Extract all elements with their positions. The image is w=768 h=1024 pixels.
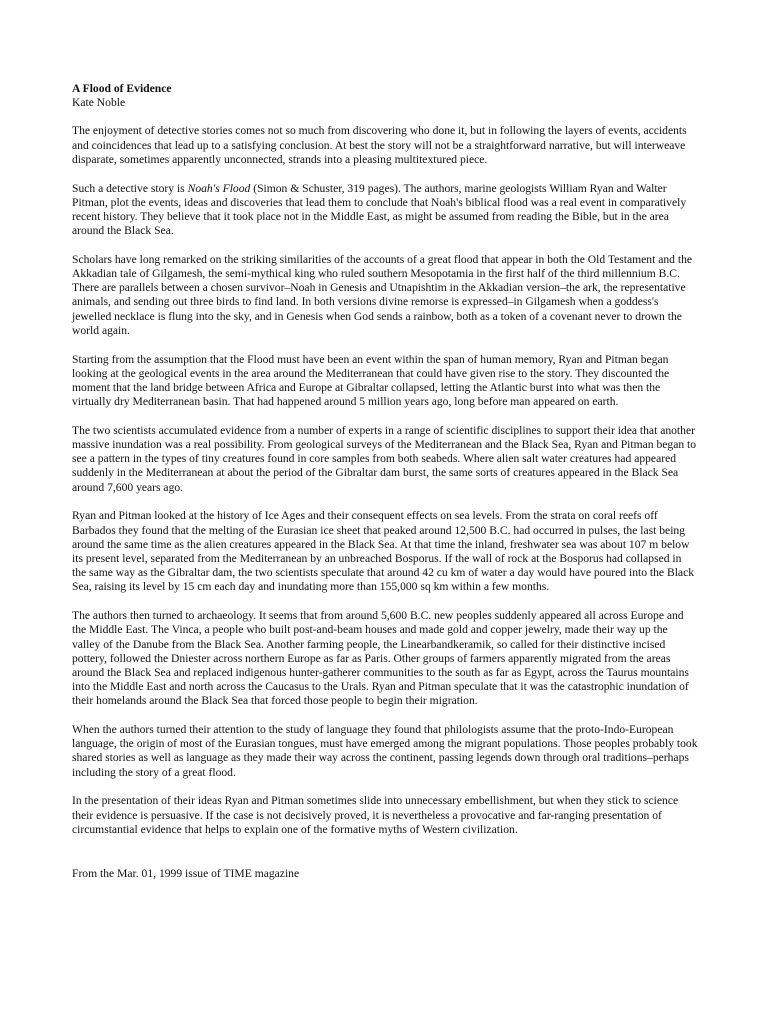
- paragraph-4: Starting from the assumption that the Flood must have been an event within the span of human memory, Ryan and Pitman began looking at the geological events in the area around the Mediterranean that could have given rise to the story. They discounted the moment that the land bridge between Africa and Europe at Gibraltar collapsed, letting the Atlantic burst into what was then the virtually dry Mediterranean basin. That had happened around 5 million years ago, long before man appeared on earth.: [72, 352, 670, 409]
- paragraph-3: Scholars have long remarked on the striking similarities of the accounts of a great flood that appear in both the Old Testament and the Akkadian tale of Gilgamesh, the semi-mythical king who ruled southern Mesopotamia in the first half of the third millennium B.C. There are parallels between a chosen survivor–Noah in Genesis and Utnapishtim in the Akkadian version–the ark, the representative animals, and sending out three birds to find land. In both versions divine remorse is expressed–in Gilgamesh when a goddess's jewelled necklace is flung into the sky, and in Genesis when God sends a rainbow, both as a token of a covenant never to drown the world again.: [72, 252, 693, 337]
- paragraph-1: The enjoyment of detective stories comes not so much from discovering who done it, but in following the layers of events, accidents and coincidences that lead up to a satisfying conclusion. At best the story will not be a straightforward narrative, but will interweave disparate, sometimes apparently unconnected, strands into a pleasing multitextured piece.: [72, 124, 687, 166]
- source-credit: From the Mar. 01, 1999 issue of TIME magazine: [72, 866, 300, 880]
- paragraph-2-lead: Such a detective story is: [72, 181, 188, 195]
- paragraph-9: In the presentation of their ideas Ryan and Pitman sometimes slide into unnecessary embellishment, but when they stick to science their evidence is persuasive. If the case is not decisively proved, it is nevertheless a provocative and far-ranging presentation of circumstantial evidence that helps to explain one of the formative myths of Western civilization.: [72, 794, 679, 836]
- paragraph-5: The two scientists accumulated evidence from a number of experts in a range of scientific disciplines to support their idea that another massive inundation was a real possibility. From geological surveys of the Mediterranean and the Black Sea, Ryan and Pitman began to see a pattern in the types of tiny creatures found in core samples from both seabeds. Where alien salt water creatures had appeared suddenly in the Mediterranean at about the period of the Gibraltar dam burst, the same sorts of creatures appeared in the Black Sea around 7,600 years ago.: [72, 423, 697, 494]
- article-title: A Flood of Evidence: [72, 82, 172, 95]
- book-title: Noah's Flood: [187, 181, 251, 195]
- paragraph-6: Ryan and Pitman looked at the history of Ice Ages and their consequent effects on sea levels. From the strata on coral reefs off Barbados they found that the melting of the Eurasian ice sheet that peaked around 12,500 B.C. had occurred in pulses, the last being around the same time as the alien creatures appeared in the Black Sea. At that time the inland, freshwater sea was about 107 m below its present level, separated from the Mediterranean by an unbreached Bosporus. If the wall of rock at the Bosporus had collapsed in the same way as the Gibraltar dam, the two scientists speculate that around 42 cu km of water a day would have poured into the Black Sea, raising its level by 15 cm each day and inundating more than 155,000 sq km within a few months.: [72, 509, 695, 594]
- paragraph-2: [72, 182, 698, 239]
- paragraph-7: The authors then turned to archaeology. It seems that from around 5,600 B.C. new peoples suddenly appeared all across Europe and the Middle East. The Vinca, a people who built post-and-beam houses and made gold and copper jewelry, made their way up the valley of the Danube from the Black Sea. Another farming people, the Linearbandkeramik, so called for their distinctive incised pottery, followed the Dniester across northern Europe as far as Paris. Other groups of farmers apparently migrated from the areas around the Black Sea and replaced indigenous hunter-gatherer communities to the south as far as Egypt, across the Taurus mountains into the Middle East and north across the Caucasus to the Urals. Ryan and Pitman speculate that it was the catastrophic inundation of their homelands around the Black Sea that forced those people to begin their migration.: [72, 609, 689, 708]
- article-author: Kate Noble: [72, 96, 126, 110]
- paragraph-8: When the authors turned their attention to the study of language they found that philologists assume that the proto-Indo-European language, the origin of most of the Eurasian tongues, must have emerged among the migrant populations. Those peoples probably took shared stories as well as language as they made their way across the continent, passing legends down through oral traditions–perhaps including the story of a great flood.: [72, 723, 698, 779]
- article: [72, 82, 698, 881]
- paragraph-2-rest: (Simon & Schuster, 319 pages). The authors, marine geologists William Ryan and Walter Pitman, plot the events, ideas and discoveries that lead them to conclude that Noah's biblical flood was a real event in comparatively recent history. They believe that it took place not in the Middle East, as might be assumed from reading the Bible, but in the area around the Black Sea.: [72, 181, 687, 238]
